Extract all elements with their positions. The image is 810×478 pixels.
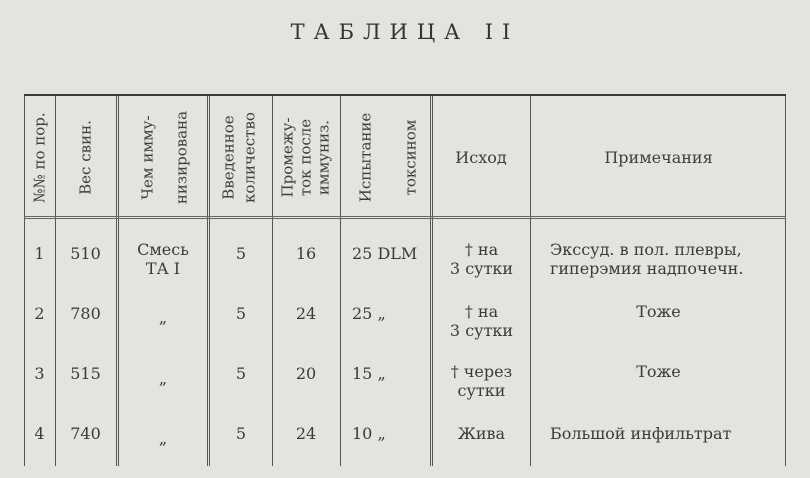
header-immunized-1: Чем имму- — [138, 115, 157, 200]
header-amount-2: количество — [240, 112, 259, 203]
cell-outcome-2: сутки — [457, 381, 506, 400]
cell-agent: Смесь — [137, 240, 189, 259]
header-weight: Вес свин. — [76, 120, 95, 195]
cell-amount: 5 — [235, 244, 247, 263]
cell-note: Тоже — [636, 302, 681, 321]
cell-number: 3 — [34, 364, 45, 383]
header-interval-2: ток после — [296, 118, 315, 197]
cell-number: 2 — [34, 304, 45, 323]
cell-weight: 510 — [70, 244, 101, 263]
cell-outcome: Жива — [457, 424, 506, 443]
cell-outcome-2: 3 сутки — [449, 259, 514, 278]
cell-note-2: гиперэмия надпочечн. — [550, 259, 744, 278]
cell-test: 10 „ — [352, 424, 386, 443]
cell-test: 25 „ — [352, 304, 386, 323]
cell-amount: 5 — [235, 424, 247, 443]
header-number: №№ по пор. — [30, 112, 49, 203]
cell-test: 15 „ — [352, 364, 386, 383]
cell-outcome-2: 3 сутки — [449, 321, 514, 340]
cell-agent: „ — [158, 308, 168, 327]
cell-interval: 20 — [295, 364, 317, 383]
cell-test: 25 DLM — [352, 244, 418, 263]
header-interval-1: Промежу- — [278, 117, 297, 198]
header-amount-1: Введенное — [219, 115, 238, 200]
header-notes: Примечания — [604, 148, 713, 167]
cell-note: Экссуд. в пол. плевры, — [550, 240, 742, 259]
cell-amount: 5 — [235, 364, 247, 383]
cell-note: Большой инфильтрат — [550, 424, 732, 443]
cell-amount: 5 — [235, 304, 247, 323]
header-interval-3: иммуниз. — [314, 119, 333, 196]
header-test-1: Испытание — [356, 112, 375, 203]
cell-agent-2: ТА I — [145, 259, 181, 278]
cell-agent: „ — [158, 369, 168, 388]
cell-number: 1 — [34, 244, 45, 263]
cell-outcome: † на — [464, 302, 499, 321]
header-immunized-2: низирована — [172, 110, 191, 205]
header-test-2: токсином — [401, 119, 420, 196]
cell-interval: 24 — [295, 424, 317, 443]
data-table — [24, 94, 786, 464]
cell-agent: „ — [158, 429, 168, 448]
cell-outcome: † через — [450, 362, 513, 381]
cell-note: Тоже — [636, 362, 681, 381]
cell-outcome: † на — [464, 240, 499, 259]
cell-number: 4 — [34, 424, 45, 443]
cell-weight: 740 — [70, 424, 101, 443]
table-title: ТАБЛИЦА II — [290, 20, 520, 44]
cell-interval: 24 — [295, 304, 317, 323]
cell-weight: 780 — [70, 304, 101, 323]
cell-interval: 16 — [295, 244, 317, 263]
header-outcome: Исход — [455, 148, 507, 167]
cell-weight: 515 — [70, 364, 101, 383]
